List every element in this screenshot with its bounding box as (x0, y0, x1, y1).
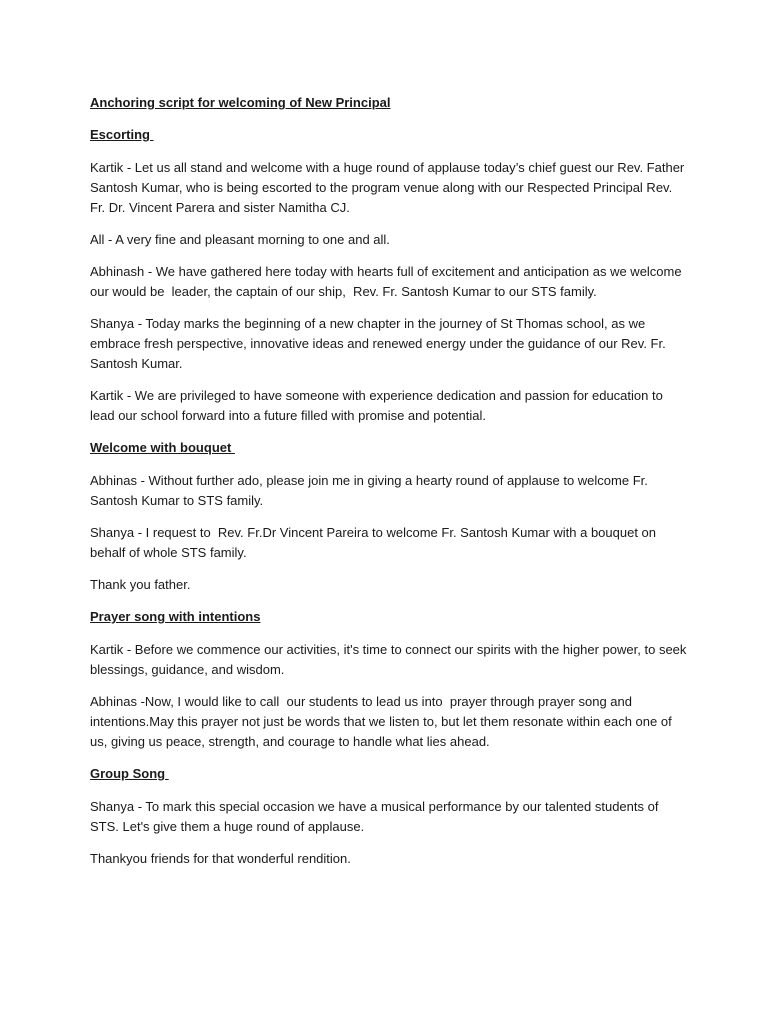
section-prayer-song (90, 607, 690, 752)
paragraph: Abhinas - Without further ado, please join me in giving a hearty round of applause to welcome Fr. Santosh Kumar to STS family. (90, 473, 652, 508)
paragraph: Shanya - I request to Rev. Fr.Dr Vincent Pareira to welcome Fr. Santosh Kumar with a bouquet on behalf of whole STS family. (90, 525, 660, 560)
document-page (90, 93, 690, 881)
paragraph: Kartik - We are privileged to have someone with experience dedication and passion for education to lead our school forward into a future filled with promise and potential. (90, 388, 667, 423)
section-group-song (90, 764, 690, 869)
paragraph: Thank you father. (90, 577, 191, 592)
paragraph: All - A very fine and pleasant morning to one and all. (90, 232, 390, 247)
paragraph: Shanya - To mark this special occasion we have a musical performance by our talented students of STS. Let's give them a huge round of applause. (90, 799, 663, 834)
section-heading: Welcome with bouquet (90, 440, 235, 455)
paragraph: Thankyou friends for that wonderful rendition. (90, 851, 351, 866)
section-heading: Prayer song with intentions (90, 609, 261, 624)
paragraph: Shanya - Today marks the beginning of a new chapter in the journey of St Thomas school, as we embrace fresh perspective, innovative ideas and renewed energy under the guidance of our Rev. Fr. Santosh Kumar. (90, 316, 670, 371)
paragraph: Abhinash - We have gathered here today with hearts full of excitement and anticipation as we welcome our would be leader, the captain of our ship, Rev. Fr. Santosh Kumar to our STS family. (90, 264, 686, 299)
paragraph: Kartik - Before we commence our activities, it's time to connect our spirits with the higher power, to seek blessings, guidance, and wisdom. (90, 642, 691, 677)
paragraph: Abhinas -Now, I would like to call our students to lead us into prayer through prayer song and intentions.May this prayer not just be words that we listen to, but let them resonate within each one of us, giving us peace, strength, and courage to handle what lies ahead. (90, 694, 676, 749)
section-escorting (90, 125, 690, 426)
section-heading: Group Song (90, 766, 169, 781)
paragraph: Kartik - Let us all stand and welcome with a huge round of applause today’s chief guest our Rev. Father Santosh Kumar, who is being escorted to the program venue along with our Respected Principal Rev. Fr. Dr. Vincent Parera and sister Namitha CJ. (90, 160, 688, 215)
document-title: Anchoring script for welcoming of New Principal (90, 95, 391, 110)
section-welcome-with-bouquet (90, 438, 690, 595)
section-heading: Escorting (90, 127, 154, 142)
